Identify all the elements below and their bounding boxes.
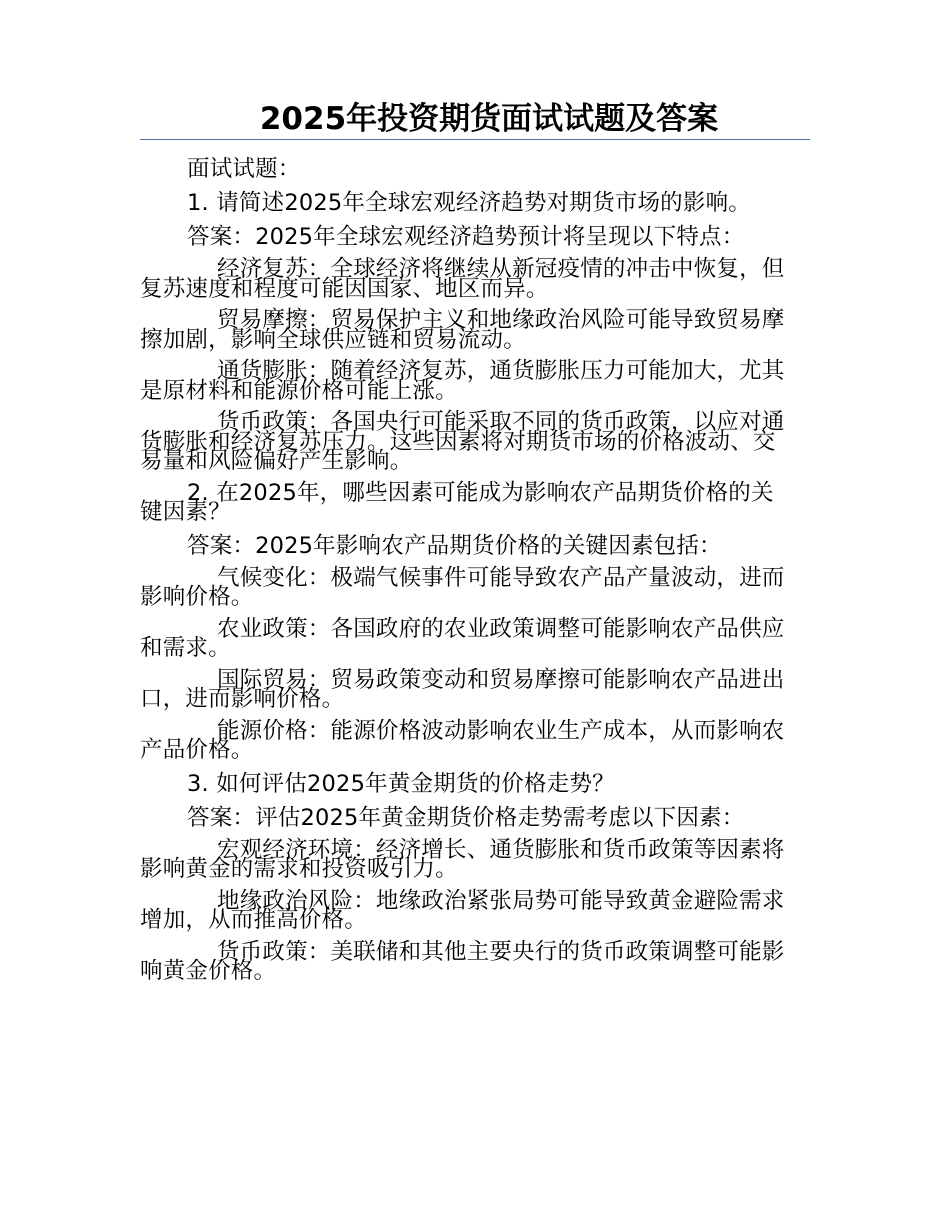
answer-1-point-1: 经济复苏：全球经济将继续从新冠疫情的冲击中恢复，但复苏速度和程度可能因国家、地区而异。 bbox=[140, 256, 785, 302]
answer-3-intro: 答案：评估2025年黄金期货价格走势需考虑以下因素： bbox=[187, 804, 745, 831]
question-3: 3. 如何评估2025年黄金期货的价格走势？ bbox=[187, 770, 615, 797]
answer-2-point-4: 能源价格：能源价格波动影响农业生产成本，从而影响农产品价格。 bbox=[140, 717, 785, 763]
question-2: 2. 在2025年，哪些因素可能成为影响农产品期货价格的关键因素？ bbox=[140, 479, 774, 525]
answer-1-intro: 答案：2025年全球宏观经济趋势预计将呈现以下特点： bbox=[187, 224, 745, 250]
answer-3-point-3: 货币政策：美联储和其他主要央行的货币政策调整可能影响黄金价格。 bbox=[140, 938, 785, 984]
answer-2-point-3: 国际贸易：贸易政策变动和贸易摩擦可能影响农产品进出口，进而影响价格。 bbox=[140, 666, 785, 712]
document-title: 2025年投资期货面试试题及答案 bbox=[259, 101, 719, 137]
answer-1-point-2: 贸易摩擦：贸易保护主义和地缘政治风险可能导致贸易摩擦加剧，影响全球供应链和贸易流动。 bbox=[140, 307, 785, 353]
question-1: 1. 请简述2025年全球宏观经济趋势对期货市场的影响。 bbox=[187, 190, 751, 216]
answer-1-point-3: 通货膨胀：随着经济复苏，通货膨胀压力可能加大，尤其是原材料和能源价格可能上涨。 bbox=[140, 358, 785, 404]
answer-2-intro: 答案：2025年影响农产品期货价格的关键因素包括： bbox=[187, 532, 722, 559]
answer-2-point-1: 气候变化：极端气候事件可能导致农产品产量波动，进而影响价格。 bbox=[140, 564, 785, 610]
answer-3-point-1: 宏观经济环境：经济增长、通货膨胀和货币政策等因素将影响黄金的需求和投资吸引力。 bbox=[140, 836, 785, 882]
title-underline bbox=[140, 139, 810, 140]
answer-1-point-4: 货币政策：各国央行可能采取不同的货币政策，以应对通货膨胀和经济复苏压力。这些因素将对期货市场的价格波动、交易量和风险偏好产生影响。 bbox=[140, 409, 785, 474]
section-heading: 面试试题： bbox=[187, 156, 301, 182]
answer-3-point-2: 地缘政治风险：地缘政治紧张局势可能导致黄金避险需求增加，从而推高价格。 bbox=[140, 887, 785, 933]
document-body bbox=[140, 158, 790, 994]
answer-2-point-2: 农业政策：各国政府的农业政策调整可能影响农产品供应和需求。 bbox=[140, 615, 785, 661]
